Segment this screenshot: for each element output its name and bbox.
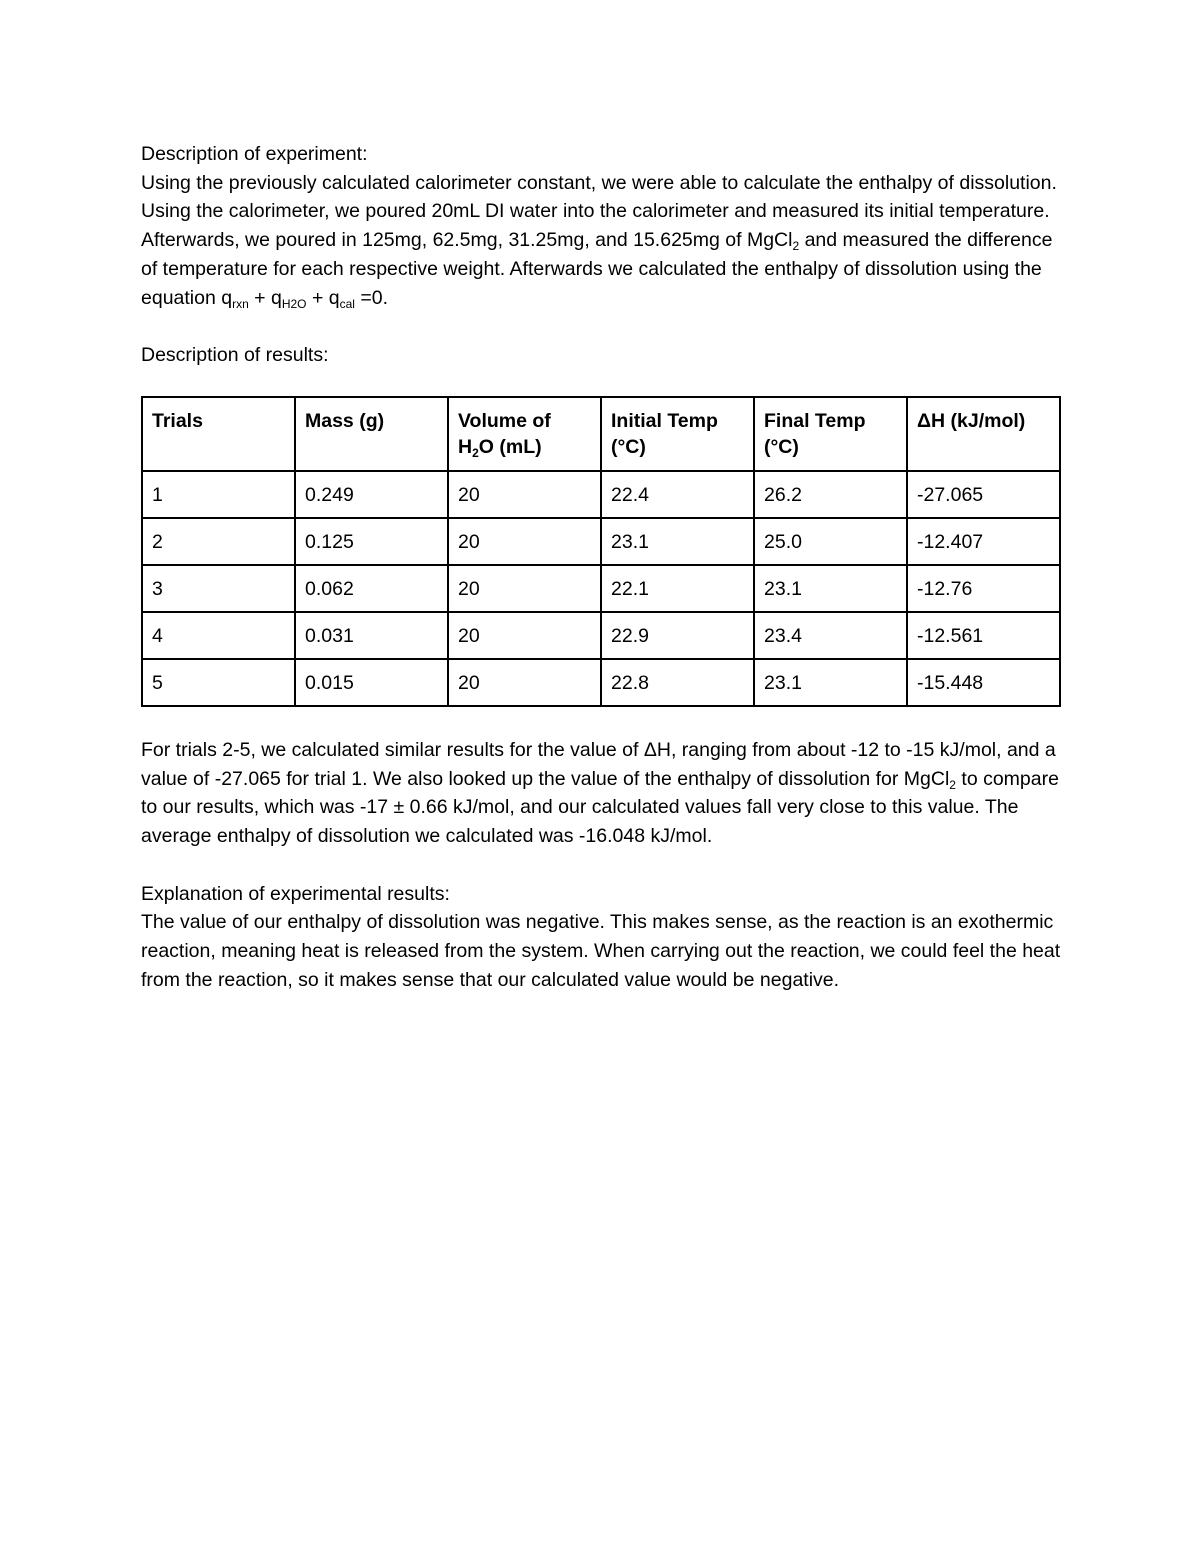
header-delta-h: ΔH (kJ/mol) [907,397,1060,471]
cell-trial: 2 [142,518,295,565]
cell-volume: 20 [448,518,601,565]
cell-delta-h: -27.065 [907,471,1060,518]
q-cal-subscript: cal [339,296,355,311]
cell-initial-temp: 23.1 [601,518,754,565]
discussion-text-2: to compare to our results, which was -17 ± 0.66 kJ/mol, and our calculated values fall very close to this value. The average enthalpy of dissolution we calculated was -16.048 kJ/mol. [141,767,1059,848]
header-mass: Mass (g) [295,397,448,471]
cell-final-temp: 26.2 [754,471,907,518]
table-row [142,518,1060,565]
cell-delta-h: -12.407 [907,518,1060,565]
q-h2o-subscript: H2O [281,296,307,311]
header-volume: Volume of $H_2O$ (mL) [448,397,601,471]
results-table [141,396,1061,707]
cell-mass: 0.062 [295,565,448,612]
header-final-temp: Final Temp (°C) [754,397,907,471]
document-page [141,140,1061,995]
header-initial-temp: Initial Temp (°C) [601,397,754,471]
mgcl2-formula: MgCl$_2$ [903,767,956,792]
cell-mass: 0.031 [295,612,448,659]
table-row [142,565,1060,612]
cell-mass: 0.015 [295,659,448,706]
table-header-row [142,397,1060,471]
header-trials: Trials [142,397,295,471]
cell-final-temp: 23.1 [754,659,907,706]
results-discussion [141,736,1061,851]
q-rxn-subscript: rxn [232,296,249,311]
cell-mass: 0.125 [295,518,448,565]
discussion-text-1: For trials 2-5, we calculated similar results for the value of ΔH, ranging from about -12 to -15 kJ/mol, and a value of -27.065 for trial 1. We also looked up the value of the enthalpy of dissolution for [141,738,1056,790]
mgcl2-formula: MgCl$_2$ [746,229,800,254]
cell-trial: 1 [142,471,295,518]
experiment-heading: Description of experiment: [141,143,368,165]
cell-final-temp: 23.4 [754,612,907,659]
table-row [142,471,1060,518]
explanation-text: The value of our enthalpy of dissolution was negative. This makes sense, as the reaction is an exothermic reaction, meaning heat is released from the system. When carrying out the reaction, we could feel the heat from the reaction, so it makes sense that our calculated value would be negative. [141,911,1061,991]
cell-final-temp: 23.1 [754,565,907,612]
experiment-text-1: Using the previously calculated calorimeter constant, we were able to calculate the enthalpy of dissolution. Using the calorimeter, we poured 20mL DI water into the calorimeter and measured its initial temperature. Afterwards, we poured in 125mg, 62.5mg, 31.25mg, and 15.625mg of [141,171,1057,252]
cell-volume: 20 [448,565,601,612]
explanation-heading: Explanation of experimental results: [141,882,450,905]
cell-delta-h: -15.448 [907,659,1060,706]
cell-volume: 20 [448,471,601,518]
cell-delta-h: -12.76 [907,565,1060,612]
experiment-description: Using the previously calculated calorimeter constant, we were able to calculate the enthalpy of dissolution. Using the calorimeter, we poured 20mL DI water into the calorimeter and measured its initial temperature. Afterwards, we poured in 125mg, 62.5mg, 31.25mg, and 15.625mg of MgCl$_2$ and measured the difference of temperature for each respective weight. Afterwards we calculated the enthalpy of dissolution using the equation $q_{rxn} + q_{H2O} + q_{cal} =0$. [141,171,1057,311]
cell-initial-temp: 22.9 [601,612,754,659]
cell-volume: 20 [448,659,601,706]
cell-initial-temp: 22.4 [601,471,754,518]
cell-trial: 5 [142,659,295,706]
table-row [142,659,1060,706]
table-row [142,612,1060,659]
cell-initial-temp: 22.1 [601,565,754,612]
cell-initial-temp: 22.8 [601,659,754,706]
cell-trial: 4 [142,612,295,659]
cell-trial: 3 [142,565,295,612]
results-heading: Description of results: [141,344,329,367]
experiment-text-2: and measured the difference of temperature for each respective weight. Afterwards we calculated the enthalpy of dissolution using the equation q [141,229,1053,309]
cell-delta-h: -12.561 [907,612,1060,659]
cell-volume: 20 [448,612,601,659]
cell-mass: 0.249 [295,471,448,518]
cell-final-temp: 25.0 [754,518,907,565]
